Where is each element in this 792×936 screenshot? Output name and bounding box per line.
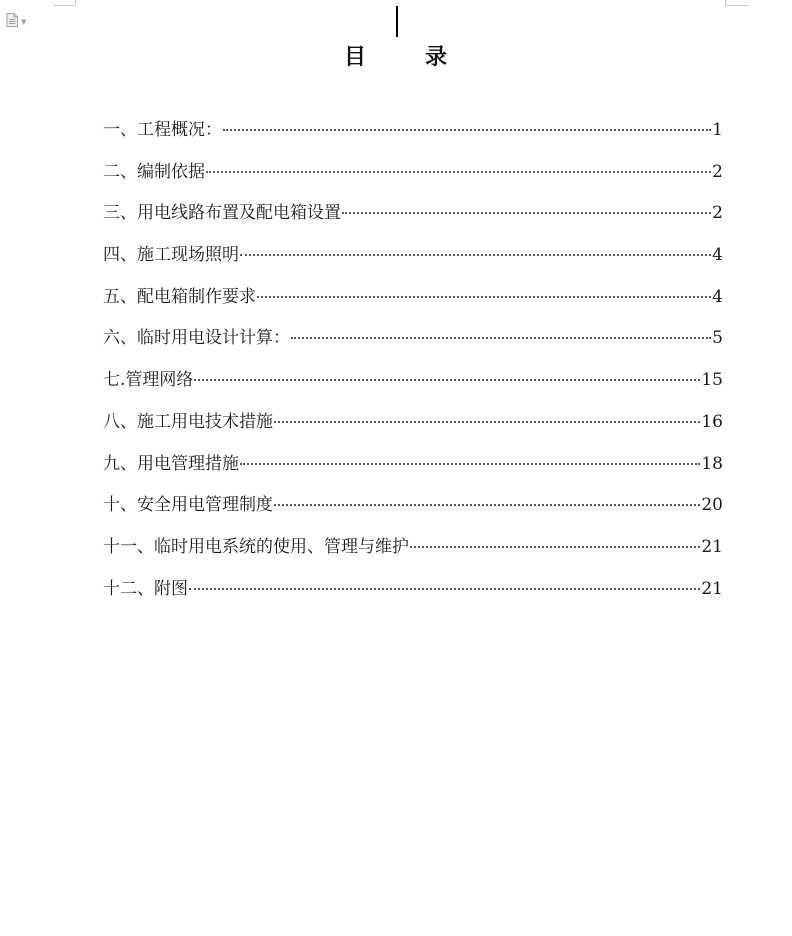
toc-entry-page: 1 xyxy=(712,120,723,140)
toc-entry[interactable] xyxy=(103,241,723,283)
dot-leader xyxy=(206,171,711,173)
toc-entry-label: 九、用电管理措施 xyxy=(103,453,239,474)
toc-entry[interactable] xyxy=(103,450,723,492)
toc-entry-page: 15 xyxy=(701,370,723,391)
toc-entry[interactable] xyxy=(103,491,723,533)
toc-entry[interactable] xyxy=(103,283,723,325)
toc-entry-page: 16 xyxy=(701,411,723,432)
text-cursor xyxy=(396,6,398,37)
toc-entry-page: 4 xyxy=(712,245,723,266)
toc-entry[interactable] xyxy=(103,116,723,158)
dot-leader xyxy=(342,212,711,214)
table-of-contents xyxy=(103,116,723,616)
toc-entry-label: 十、安全用电管理制度 xyxy=(103,495,273,516)
dot-leader xyxy=(194,379,700,381)
document-icon[interactable] xyxy=(6,12,18,31)
dot-leader xyxy=(223,129,711,131)
dot-leader xyxy=(257,296,711,298)
toc-entry-label: 四、施工现场照明 xyxy=(103,245,239,266)
dot-leader xyxy=(240,254,711,256)
toc-entry-label: 三、用电线路布置及配电箱设置 xyxy=(103,203,341,224)
toc-entry-label: 二、编制依据 xyxy=(103,161,205,182)
toc-entry-label: 七.管理网络 xyxy=(103,370,194,391)
toc-entry-page: 20 xyxy=(701,495,723,516)
dot-leader xyxy=(291,337,711,339)
toc-entry[interactable] xyxy=(103,575,723,617)
toc-entry[interactable] xyxy=(103,199,723,241)
toc-entry-page: 2 xyxy=(712,161,723,182)
toc-entry[interactable] xyxy=(103,366,723,408)
page-corner-mark-left xyxy=(53,0,76,6)
toc-entry-label: 十一、临时用电系统的使用、管理与维护 xyxy=(103,536,409,557)
toc-entry-label: 八、施工用电技术措施 xyxy=(103,411,273,432)
document-options-widget[interactable] xyxy=(6,12,26,31)
toc-entry-label: 十二、附图 xyxy=(103,578,188,599)
toc-entry[interactable] xyxy=(103,533,723,575)
toc-entry-label: 五、配电箱制作要求 xyxy=(103,286,256,307)
toc-title-char-2: 录 xyxy=(425,44,449,70)
toc-entry-page: 21 xyxy=(701,578,723,599)
toc-entry[interactable] xyxy=(103,158,723,200)
toc-entry-page: 2 xyxy=(712,203,723,224)
dot-leader xyxy=(274,421,700,423)
dot-leader xyxy=(274,504,700,506)
toc-entry[interactable] xyxy=(103,324,723,366)
toc-entry-page: 5 xyxy=(712,328,723,349)
toc-entry-page: 18 xyxy=(701,453,723,474)
chevron-down-icon[interactable]: ▼ xyxy=(21,17,27,26)
toc-entry-page: 21 xyxy=(701,536,723,557)
dot-leader xyxy=(189,588,700,590)
toc-entry[interactable] xyxy=(103,408,723,450)
page-corner-mark-right xyxy=(725,0,748,6)
toc-title-char-1: 目 xyxy=(343,44,367,70)
dot-leader xyxy=(410,546,700,548)
toc-entry-page: 4 xyxy=(712,286,723,307)
toc-entry-label: 一、工程概况： xyxy=(103,120,222,140)
toc-title xyxy=(0,40,792,71)
dot-leader xyxy=(240,463,700,465)
toc-entry-label: 六、临时用电设计计算： xyxy=(103,328,290,349)
